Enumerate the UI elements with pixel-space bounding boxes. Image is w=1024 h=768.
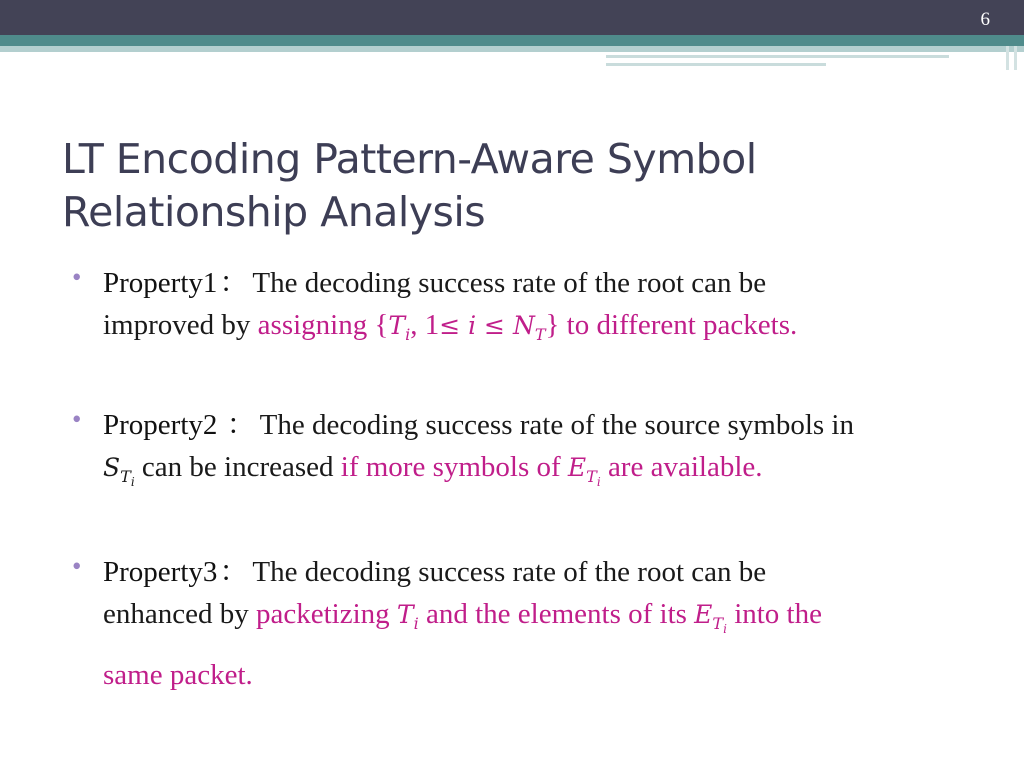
header-deco-vert-1 — [1006, 46, 1009, 70]
slide-number: 6 — [980, 9, 990, 30]
bullet-line — [103, 446, 992, 503]
math-symbol: $S_{T_i}$ — [103, 453, 135, 489]
math-symbol: $T_i$ — [396, 600, 419, 633]
slide-title-line-2: Relationship Analysis — [62, 188, 486, 236]
property-text: The decoding success rate of the root can be — [252, 556, 767, 588]
bullet-list — [72, 262, 992, 700]
header-accent-bar — [0, 35, 1024, 46]
property-text: improved by — [103, 309, 258, 341]
slide-title — [62, 133, 962, 239]
header-deco-line-2 — [606, 63, 826, 66]
property-text: enhanced by — [103, 598, 256, 630]
highlight-text: same packet. — [103, 659, 253, 691]
highlight-text: packetizing — [256, 598, 397, 630]
highlight-text: into the — [726, 598, 822, 630]
bullet-item-property2 — [72, 404, 992, 503]
bullet-dot-icon: • — [72, 404, 82, 434]
bullet-line — [103, 262, 992, 304]
math-symbol: $E_{T_i}$ — [567, 453, 601, 489]
bullet-line — [103, 551, 992, 593]
property-text: can be increased — [134, 451, 341, 483]
highlight-text: are available. — [600, 451, 763, 483]
property-colon: ： — [219, 409, 256, 441]
highlight-text: assigning { — [257, 309, 389, 341]
property-colon: ： — [219, 556, 249, 588]
property-text: The decoding success rate of the root can be — [252, 267, 767, 299]
property-label: Property2 — [103, 409, 218, 441]
bullet-line — [103, 404, 992, 446]
header-bar — [0, 0, 1024, 35]
bullet-line — [103, 304, 992, 356]
highlight-text: , 1 — [410, 309, 440, 341]
header-deco-vert-2 — [1014, 46, 1017, 70]
property-label: Property1 — [103, 267, 218, 299]
bullet-item-property1 — [72, 262, 992, 356]
property-label: Property3 — [103, 556, 218, 588]
math-symbol: $E_{T_i}$ — [694, 600, 727, 636]
highlight-text: if more symbols of — [340, 451, 568, 483]
header-deco-line-1 — [606, 55, 949, 58]
highlight-text: and the elements of its — [418, 598, 695, 630]
math-symbol: ≤ $i \le N_T$ — [439, 311, 546, 344]
slide-title-line-1: LT Encoding Pattern-Aware Symbol — [62, 135, 757, 183]
bullet-item-property3 — [72, 551, 992, 700]
property-text: The decoding success rate of the source symbols in — [259, 409, 854, 441]
header-accent-light — [0, 46, 1024, 52]
bullet-dot-icon: • — [72, 262, 82, 292]
bullet-dot-icon: • — [72, 551, 82, 581]
highlight-text: } to different packets. — [545, 309, 798, 341]
bullet-line — [103, 650, 992, 700]
property-colon: ： — [219, 267, 249, 299]
bullet-line — [103, 593, 992, 650]
math-symbol: $T_i$ — [388, 311, 411, 344]
